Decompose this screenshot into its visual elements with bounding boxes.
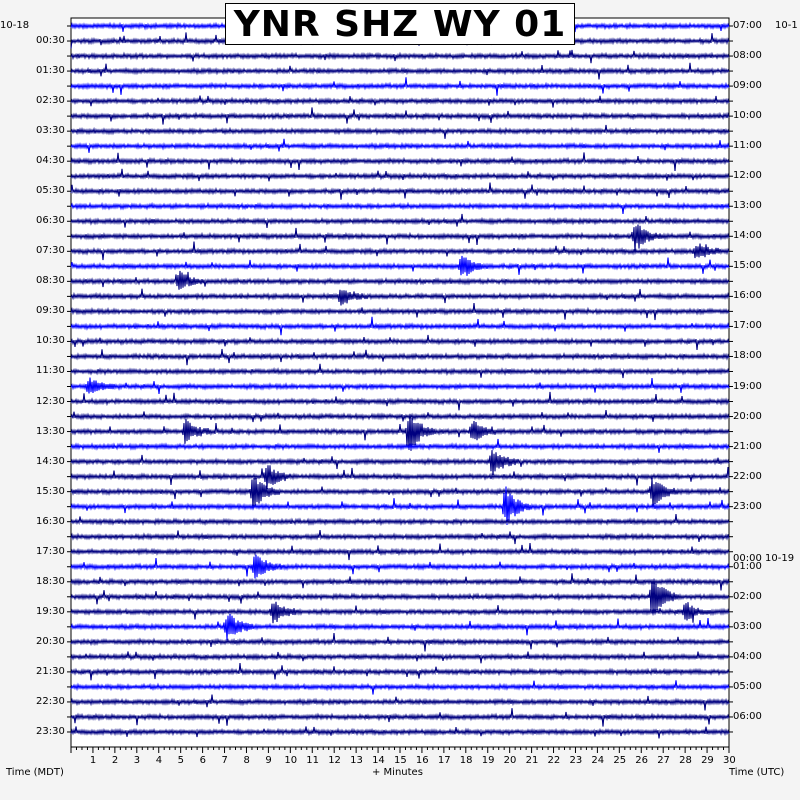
x-tick-label: 18 [459, 755, 473, 766]
right-time-label: 05:00 [733, 680, 762, 692]
left-time-label: 09:30 [36, 305, 65, 317]
x-tick-label: 6 [199, 755, 206, 766]
left-axis-label: Time (MDT) [6, 767, 64, 778]
left-time-label: 02:30 [36, 95, 65, 107]
x-tick-label: 1 [89, 755, 97, 766]
right-time-label: 11:00 [733, 140, 762, 152]
x-tick-label: 20 [503, 755, 517, 766]
left-time-label: 06:30 [36, 215, 65, 227]
right-time-label: 18:00 [733, 350, 762, 362]
left-time-label: 19:30 [36, 605, 65, 617]
left-time-label: 04:30 [36, 155, 65, 167]
plot-area [71, 18, 729, 747]
left-time-label: 14:30 [36, 455, 65, 467]
x-tick-label: 7 [221, 755, 228, 766]
right-axis-label: Time (UTC) [729, 767, 785, 778]
left-time-label: 17:30 [36, 545, 65, 557]
right-date-change-label: 00:00 10-19 [733, 553, 795, 564]
x-tick-label: 30 [723, 755, 736, 766]
x-axis-label: + Minutes [372, 767, 423, 778]
x-tick-label: 28 [679, 755, 692, 766]
left-time-label: 10:30 [36, 335, 65, 347]
x-tick-label: 22 [547, 755, 561, 766]
left-time-label: 07:30 [36, 245, 65, 257]
right-time-label: 14:00 [733, 230, 762, 242]
chart-title-box [225, 3, 575, 45]
x-tick-label: 14 [372, 755, 385, 766]
right-time-label: 06:00 [733, 710, 762, 722]
x-tick-label: 13 [350, 755, 363, 766]
right-time-label: 02:00 [733, 590, 762, 602]
right-time-label: 20:00 [733, 410, 762, 422]
date-label-right: 10-1 [775, 20, 798, 31]
x-tick-label: 26 [635, 755, 648, 766]
x-tick-label: 16 [415, 755, 429, 766]
right-time-label: 08:00 [733, 50, 762, 62]
date-label-left: 10-18 [0, 20, 30, 31]
left-time-label: 20:30 [36, 635, 65, 647]
x-tick-label: 17 [437, 755, 451, 766]
x-tick-label: 9 [265, 755, 272, 766]
left-time-label: 22:30 [36, 695, 65, 707]
x-tick-label: 19 [481, 755, 495, 766]
left-time-label: 03:30 [36, 125, 65, 137]
right-time-label: 22:00 [733, 470, 762, 482]
right-time-label: 10:00 [733, 110, 762, 122]
x-tick-label: 5 [177, 755, 185, 766]
right-time-label: 23:00 [733, 500, 762, 512]
x-tick-label: 25 [613, 755, 627, 766]
left-time-label: 12:30 [36, 395, 65, 407]
left-time-label: 11:30 [36, 365, 65, 377]
x-tick-label: 4 [155, 755, 163, 766]
left-time-label: 01:30 [36, 65, 65, 77]
right-time-label: 17:00 [733, 320, 762, 332]
right-time-label: 01:00 [733, 560, 762, 572]
right-time-label: 04:00 [733, 650, 762, 662]
x-tick-label: 12 [328, 755, 341, 766]
x-tick-label: 10 [284, 755, 298, 766]
right-time-label: 15:00 [733, 260, 762, 272]
x-tick-label: 29 [701, 755, 714, 766]
x-tick-label: 21 [525, 755, 539, 766]
left-time-label: 13:30 [36, 425, 65, 437]
left-time-label: 00:30 [36, 35, 65, 47]
right-time-label: 21:00 [733, 440, 762, 452]
left-time-label: 18:30 [36, 575, 65, 587]
right-time-label: 03:00 [733, 620, 762, 632]
x-tick-label: 2 [111, 755, 119, 766]
chart-title: YNR SHZ WY 01 [233, 3, 567, 45]
left-time-label: 16:30 [36, 515, 65, 527]
left-time-label: 15:30 [36, 485, 65, 497]
x-tick-label: 23 [569, 755, 583, 766]
right-time-label: 19:00 [733, 380, 762, 392]
x-tick-label: 8 [243, 755, 250, 766]
right-time-label: 16:00 [733, 290, 762, 302]
right-time-label: 07:00 [733, 20, 762, 31]
right-time-label: 13:00 [733, 200, 762, 212]
x-tick-label: 27 [657, 755, 670, 766]
right-time-label: 12:00 [733, 170, 762, 182]
x-tick-label: 11 [306, 755, 319, 766]
right-time-label: 09:00 [733, 80, 762, 92]
left-time-label: 23:30 [36, 725, 65, 737]
x-tick-label: 24 [591, 755, 605, 766]
left-time-label: 05:30 [36, 185, 65, 197]
left-time-label: 08:30 [36, 275, 65, 287]
left-time-label: 21:30 [36, 665, 65, 677]
x-tick-label: 15 [394, 755, 407, 766]
x-tick-label: 3 [133, 755, 141, 766]
